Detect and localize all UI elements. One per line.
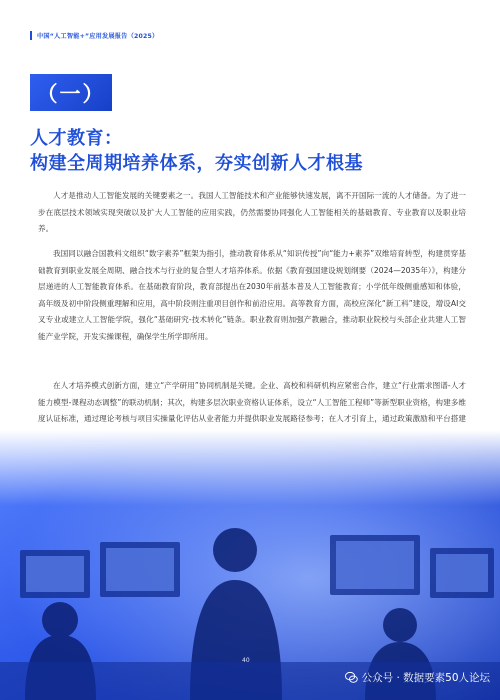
body-paragraph-2: 我国同以融合国教科文组织“数字素养”框架为指引，推动教育体系从“知识传授”向“能力+素养”双维培育转型，构建贯穿基础教育到职业发展全周期、融合技术与行业的复合型人才培养体系。依据《教育强国建设规划纲要（2024—2035年）》，构建分层递进的人工智能教育体系。在基础教育阶段，教育部提出在2030年前基本普及人工智能教育；小学低年级侧重感知和体验，高年级及初中阶段侧重理解和应用，高中阶段则注重项目创作和前沿应用。高等教育方面，高校应深化“新工科”建设，增设AI交叉专业或建立人工智能学院，强化“基础研究-技术转化”链条。职业教育则加强产教融合，推动职业院校与头部企业共建人工智能产业学院，开发实操课程，确保学生所学即所用。 <box>38 249 466 341</box>
classroom-photo <box>0 430 500 700</box>
header-accent-bar <box>30 31 32 40</box>
body-paragraph-3: 在人才培养模式创新方面，建立“产学研用”协同机制是关键。企业、高校和科研机构应紧密合作，建立“行业需求图谱-人才能力模型-课程动态调整”的联动机制；其次，构建多层次职业资格认证体系，设立“人工智能工程师”等新型职业资格，构建多维度认证标准，通过理论考核与项目实操量化评估从业者能力并提供职业发展路径参考；在人才引育上，通过政策激励和平台搭建 <box>38 381 466 423</box>
report-header <box>30 31 158 40</box>
section-number-badge: （一） <box>30 74 112 111</box>
watermark <box>345 670 490 685</box>
page-number: 40 <box>242 657 250 664</box>
body-paragraph-1: 人才是推动人工智能发展的关键要素之一。我国人工智能技术和产业能够快速发展，离不开国际一流的人才储备。为了进一步在底层技术领域实现突破以及扩大人工智能的应用实践，仍然需要协同强化人工智能相关的基础教育、专业教育以及职业培养。 <box>38 191 466 233</box>
report-title: 中国“人工智能+”应用发展报告（2025） <box>37 33 159 40</box>
section-title-line2: 构建全周期培养体系，夯实创新人才根基 <box>30 153 363 174</box>
watermark-text: 公众号 · 数据要素50人论坛 <box>361 672 490 684</box>
wechat-icon <box>345 671 358 684</box>
section-title-line1: 人才教育： <box>30 128 123 149</box>
